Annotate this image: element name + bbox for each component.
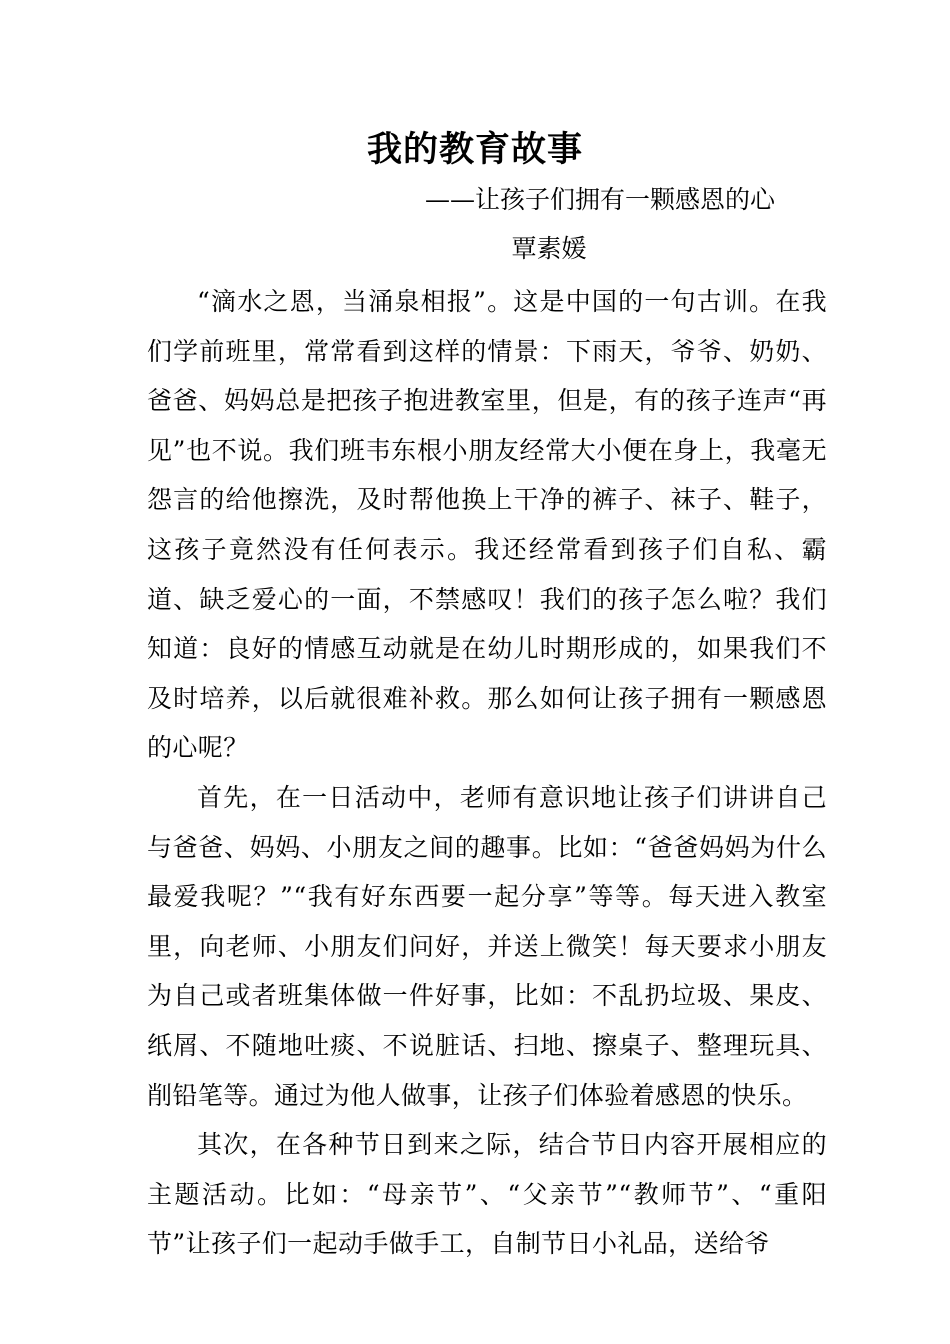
document-subtitle: ——让孩子们拥有一颗感恩的心 [425, 185, 776, 214]
paragraph-1: “滴水之恩，当涌泉相报”。这是中国的一句古训。在我们学前班里，常常看到这样的情景：下雨天，爷爷、奶奶、爸爸、妈妈总是把孩子抱进教室里，但是，有的孩子连声“再见”也不说。我们班韦东根小朋友经常大小便在身上，我毫无怨言的给他擦洗，及时帮他换上干净的裤子、袜子、鞋子，这孩子竟然没有任何表示。我还经常看到孩子们自私、霸道、缺乏爱心的一面，不禁感叹！我们的孩子怎么啦？我们知道：良好的情感互动就是在幼儿时期形成的，如果我们不及时培养，以后就很难补救。那么如何让孩子拥有一颗感恩的心呢？ [147, 287, 827, 763]
paragraph-3: 其次，在各种节日到来之际，结合节日内容开展相应的主题活动。比如：“母亲节”、“父亲节”“教师节”、“重阳节”让孩子们一起动手做手工，自制节日小礼品，送给爷 [147, 1130, 827, 1259]
document-body [147, 277, 827, 1269]
document-title: 我的教育故事 [366, 129, 583, 170]
author-name: 覃素媛 [511, 234, 587, 263]
paragraph-2: 首先，在一日活动中，老师有意识地让孩子们讲讲自己与爸爸、妈妈、小朋友之间的趣事。比如：“爸爸妈妈为什么最爱我呢？”“我有好东西要一起分享”等等。每天进入教室里，向老师、小朋友们问好，并送上微笑！每天要求小朋友为自己或者班集体做一件好事，比如：不乱扔垃圾、果皮、纸屑、不随地吐痰、不说脏话、扫地、擦桌子、整理玩具、削铅笔等。通过为他人做事，让孩子们体验着感恩的快乐。 [147, 782, 827, 1110]
